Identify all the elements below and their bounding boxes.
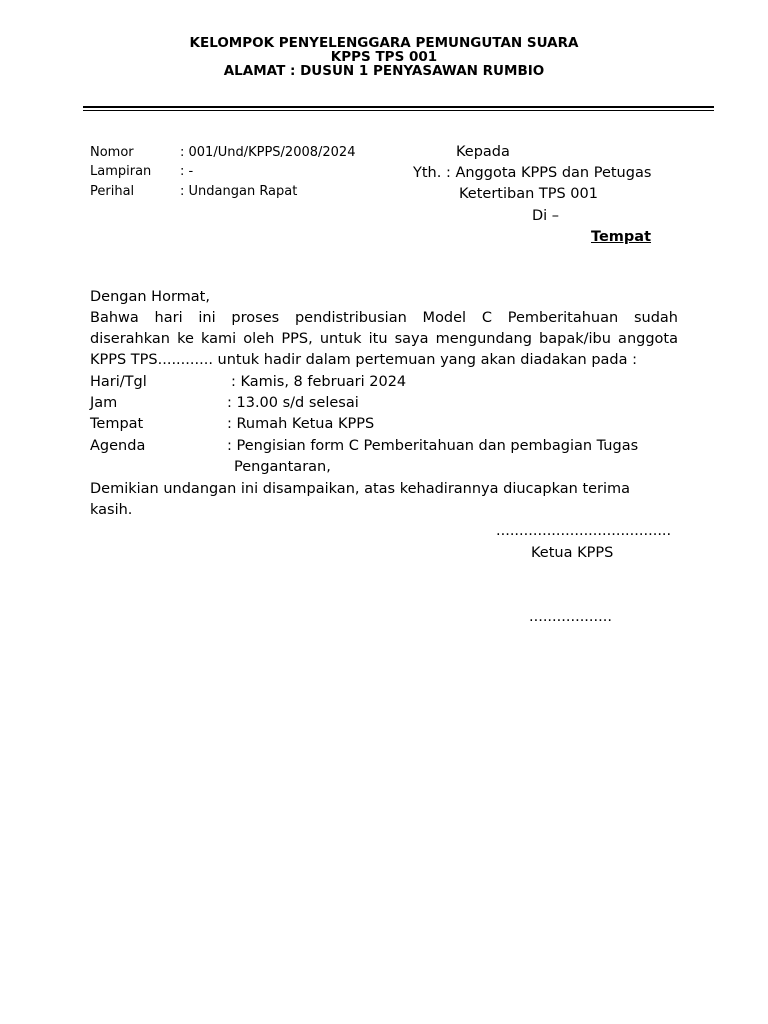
lampiran-value: : -	[180, 164, 194, 179]
lampiran-label: Lampiran	[90, 164, 152, 179]
detail-label-tempat: Tempat	[90, 416, 144, 432]
greeting: Dengan Hormat,	[90, 289, 210, 305]
detail-value-hari-tgl: : Kamis, 8 februari 2024	[231, 374, 407, 390]
detail-label-jam: Jam	[90, 395, 118, 411]
header-rule-thin	[83, 110, 714, 111]
paragraph-line-2: diserahkan ke kami oleh PPS, untuk itu saya mengundang bapak/ibu anggota	[90, 331, 678, 347]
closing-line-2: kasih.	[90, 502, 133, 518]
recipient-tempat: Tempat	[591, 229, 652, 245]
nomor-value: : 001/Und/KPPS/2008/2024	[180, 145, 356, 160]
detail-value-agenda-continued: Pengantaran,	[234, 459, 331, 475]
perihal-value: : Undangan Rapat	[180, 184, 298, 199]
recipient-yth-continued: Ketertiban TPS 001	[459, 186, 598, 202]
detail-value-jam: : 13.00 s/d selesai	[227, 395, 359, 411]
signature-place-date: ......................................	[496, 523, 672, 539]
closing-line-1: Demikian undangan ini disampaikan, atas kehadirannya diucapkan terima	[90, 481, 631, 497]
paragraph-line-3: KPPS TPS............ untuk hadir dalam pertemuan yang akan diadakan pada :	[90, 352, 637, 368]
letterhead-line-2: KPPS TPS 001	[330, 49, 438, 65]
signature-name: ..................	[529, 609, 612, 625]
detail-label-hari-tgl: Hari/Tgl	[90, 374, 147, 390]
detail-value-tempat: : Rumah Ketua KPPS	[227, 416, 375, 432]
recipient-yth: Yth. : Anggota KPPS dan Petugas	[413, 165, 652, 181]
letterhead-line-1: KELOMPOK PENYELENGGARA PEMUNGUTAN SUARA	[189, 35, 579, 51]
recipient-di: Di –	[532, 208, 560, 224]
perihal-label: Perihal	[90, 184, 135, 199]
detail-value-agenda: : Pengisian form C Pemberitahuan dan pembagian Tugas	[227, 438, 639, 454]
detail-label-agenda: Agenda	[90, 438, 146, 454]
paragraph-line-1: Bahwa hari ini proses pendistribusian Model C Pemberitahuan sudah	[90, 310, 678, 326]
header-rule-thick	[83, 106, 714, 108]
nomor-label: Nomor	[90, 145, 134, 160]
signature-title: Ketua KPPS	[531, 545, 614, 561]
letterhead-line-3: ALAMAT : DUSUN 1 PENYASAWAN RUMBIO	[223, 63, 545, 79]
recipient-kepada: Kepada	[456, 144, 510, 160]
